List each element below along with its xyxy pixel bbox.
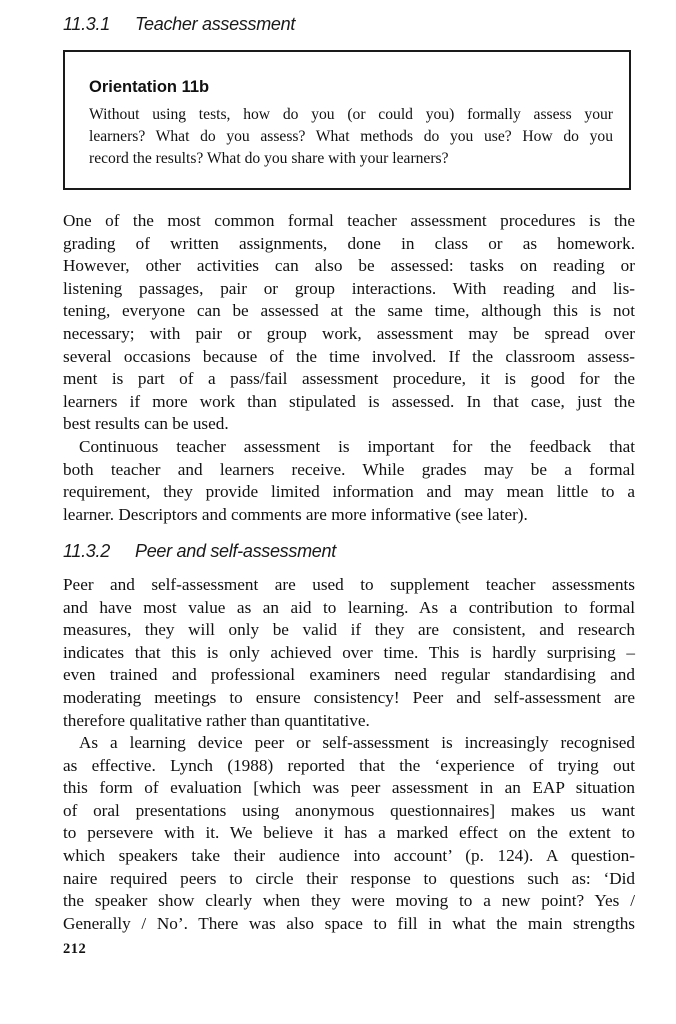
text-line: and have most value as an aid to learning. As a contribution to formal [63, 597, 635, 617]
orientation-box-text [89, 104, 613, 170]
text-line: moderating meetings to ensure consistency! Peer and self-assessment are [63, 687, 635, 707]
paragraph-continuous-assessment [63, 436, 635, 526]
text-line: to persevere with it. We believe it has a marked effect on the extent to [63, 823, 635, 843]
text-line: even trained and professional examiners need regular standardising and [63, 665, 635, 685]
paragraph-peer-self-assessment [63, 574, 635, 732]
text-line: requirement, they provide limited information and may mean little to a [63, 482, 635, 502]
text-line: indicates that this is only achieved over time. This is hardly surprising – [63, 642, 635, 662]
text-line: Generally / No’. There was also space to fill in what the main strengths [63, 913, 635, 933]
text-line: record the results? What do you share with your learners? [89, 150, 449, 167]
text-line: as effective. Lynch (1988) reported that the ‘experience of trying out [63, 755, 635, 775]
text-line: which speakers take their audience into account’ (p. 124). A question- [63, 845, 635, 865]
orientation-box [63, 50, 631, 190]
paragraph-learning-device [63, 732, 635, 935]
text-line: listening passages, pair or group interactions. With reading and lis- [63, 278, 635, 298]
text-line: learners if more work than stipulated is assessed. In that case, just the [63, 391, 635, 411]
text-line: Peer and self-assessment are used to supplement teacher assessments [63, 575, 635, 594]
section-heading-teacher-assessment [63, 14, 295, 35]
text-line: necessary; with pair or group work, assessment may be spread over [63, 323, 635, 343]
section-title: Peer and self-assessment [135, 541, 336, 561]
text-line: of oral presentations using anonymous questionnaires] makes us want [63, 800, 635, 820]
orientation-box-title: Orientation 11b [89, 78, 210, 96]
section-heading-peer-self-assessment [63, 541, 336, 562]
text-line: therefore qualitative rather than quantitative. [63, 710, 370, 730]
text-line: learners? What do you assess? What methods do you use? How do you [89, 128, 613, 145]
text-line: both teacher and learners receive. While grades may be a formal [63, 459, 635, 479]
text-line: the speaker show clearly when they were moving to a new point? Yes / [63, 891, 635, 911]
text-line: grading of written assignments, done in class or as homework. [63, 233, 635, 253]
text-line: this form of evaluation [which was peer assessment in an EAP situation [63, 778, 635, 798]
text-line: measures, they will only be valid if they are consistent, and research [63, 620, 635, 640]
text-line: tening, everyone can be assessed at the same time, although this is not [63, 301, 635, 321]
section-number: 11.3.2 [63, 541, 110, 561]
text-line: naire required peers to circle their response to questions such as: ‘Did [63, 868, 635, 888]
paragraph-teacher-assessment-procedures [63, 210, 635, 436]
section-number: 11.3.1 [63, 14, 110, 34]
page-number: 212 [63, 941, 87, 957]
text-line: Continuous teacher assessment is important for the feedback that [79, 437, 635, 456]
text-line: several occasions because of the time involved. If the classroom assess- [63, 346, 635, 366]
text-line: One of the most common formal teacher assessment procedures is the [63, 211, 635, 230]
text-line: As a learning device peer or self-assessment is increasingly recognised [79, 733, 635, 752]
text-line: However, other activities can also be assessed: tasks on reading or [63, 256, 635, 276]
text-line: ment is part of a pass/fail assessment procedure, it is good for the [63, 369, 635, 389]
text-line: best results can be used. [63, 414, 229, 434]
section-title: Teacher assessment [135, 14, 296, 34]
text-line: Without using tests, how do you (or could you) formally assess your [89, 106, 613, 123]
text-line: learner. Descriptors and comments are more informative (see later). [63, 504, 528, 524]
